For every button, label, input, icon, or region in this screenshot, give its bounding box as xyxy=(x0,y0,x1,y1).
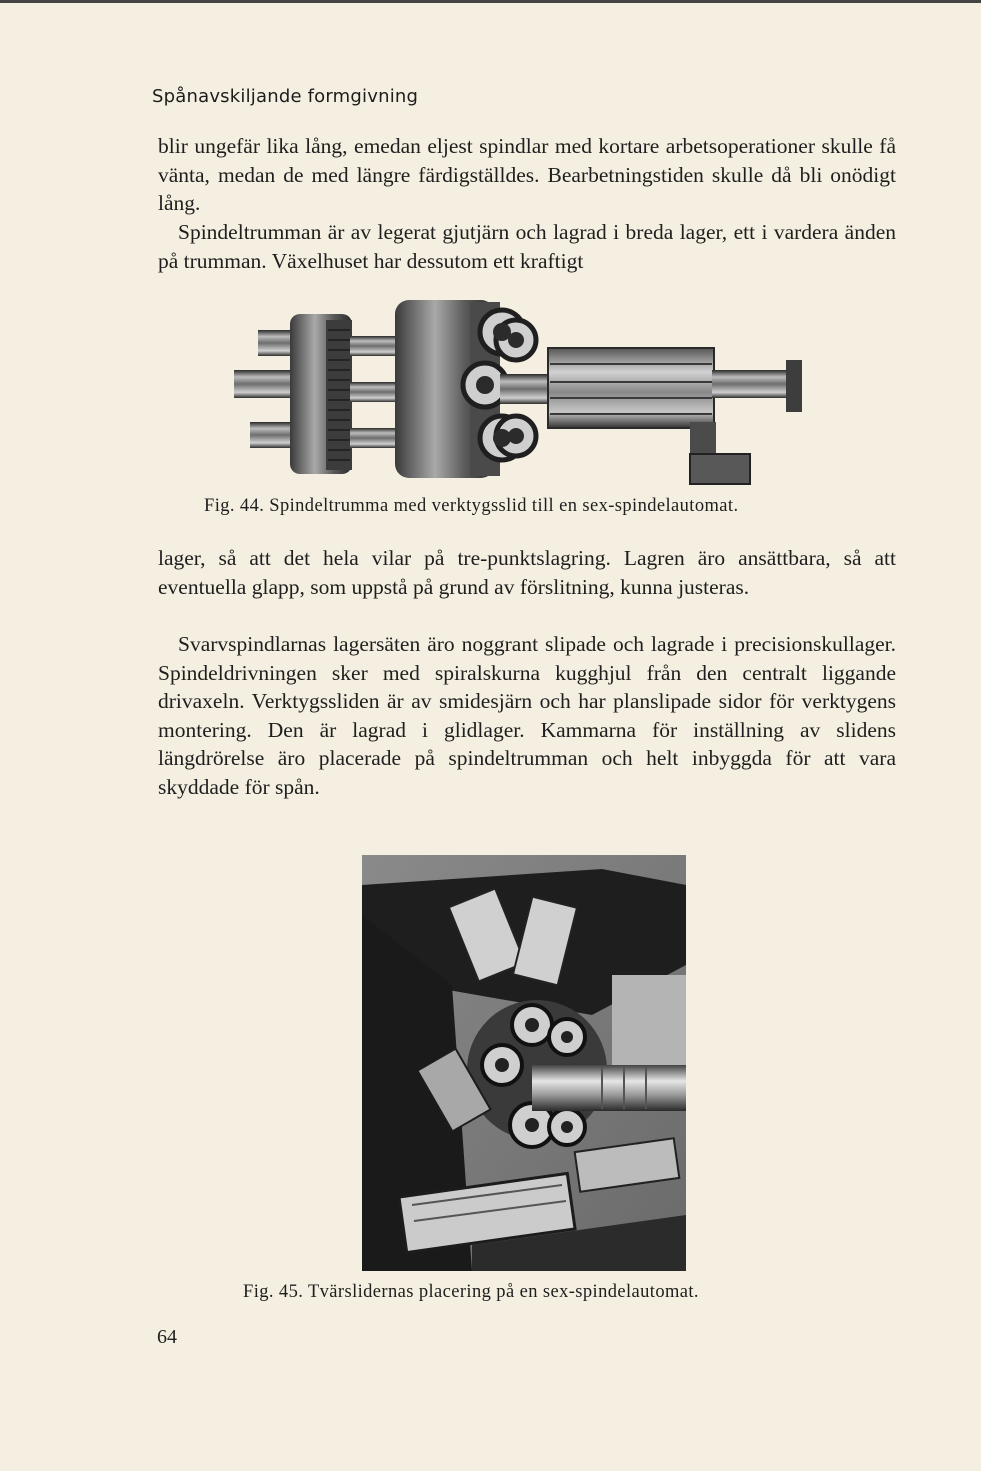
running-head: Spånavskiljande formgivning xyxy=(152,86,419,107)
figure-45-caption: Fig. 45. Tvärslidernas placering på en sex-spindelautomat. xyxy=(243,1282,699,1302)
figure-44-spindle-drum-photo xyxy=(230,290,820,490)
paragraph-3: lager, så att det hela vilar på tre-punktslagring. Lagren äro ansättbara, så att eventuella glapp, som uppstå på grund av förslitning, kunna justeras. xyxy=(158,546,896,599)
paragraph-1: blir ungefär lika lång, emedan eljest spindlar med kortare arbetsoperationer skulle få vänta, medan de med längre färdigställdes. Bearbetningstiden skulle då bli onödigt lång. xyxy=(158,134,896,216)
paragraph-2: Spindeltrumman är av legerat gjutjärn och lagrad i breda lager, ett i vardera änden på trumman. Växelhuset har dessutom ett kraftigt xyxy=(158,220,896,273)
figure-44-caption: Fig. 44. Spindeltrumma med verktygsslid till en sex-spindelautomat. xyxy=(204,496,739,516)
figure-45-cross-slides-photo xyxy=(362,855,686,1271)
top-edge-rule xyxy=(0,0,981,3)
page-number: 64 xyxy=(157,1326,177,1348)
paragraph-4: Svarvspindlarnas lagersäten äro noggrant slipade och lagrade i precisionskullager. Spindeldrivningen sker med spiralskurna kugghjul från den centralt liggande drivaxeln. Verktygssliden är av smidesjärn och har planslipade sidor för verktygens montering. Den är lagrad i glidlager. Kammarna för inställning av slidens längdrörelse äro placerade på spindeltrumman och helt inbyggda för att vara skyddade för spån. xyxy=(158,632,896,799)
